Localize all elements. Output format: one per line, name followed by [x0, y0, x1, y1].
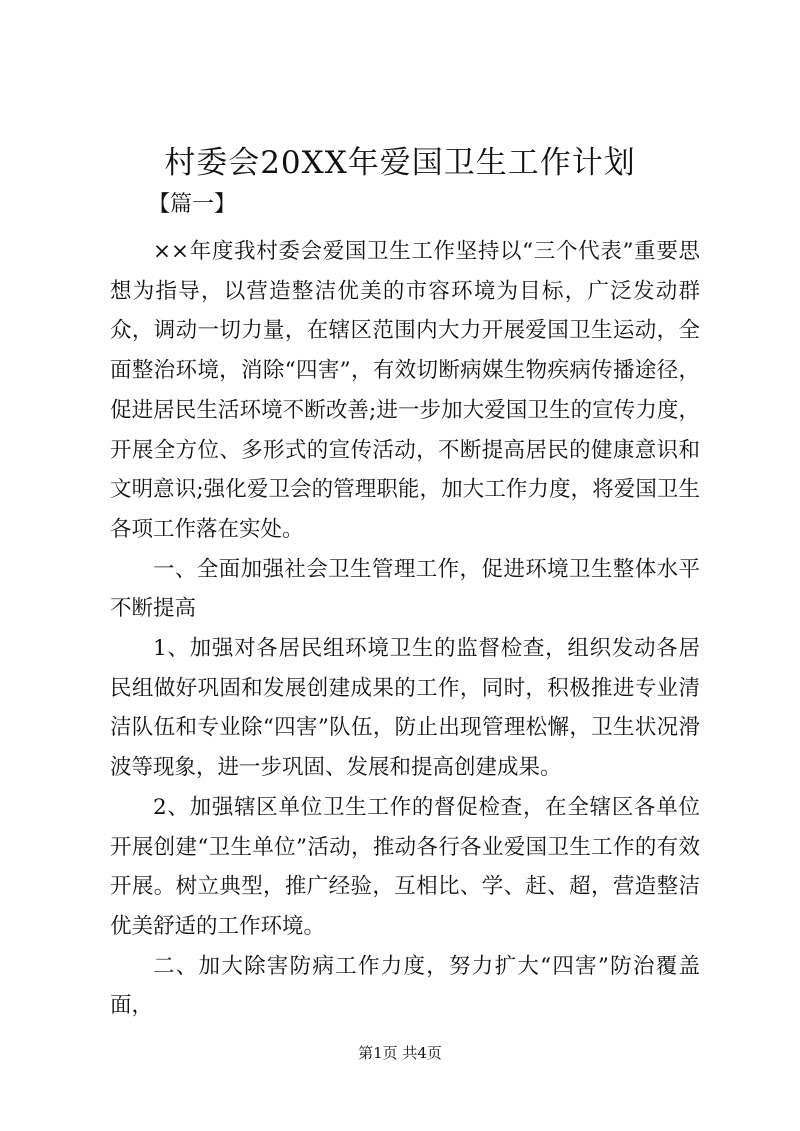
paragraph-item-2: 2、加强辖区单位卫生工作的督促检查，在全辖区各单位开展创建“卫生单位”活动，推动各行各业爱国卫生工作的有效开展。树立典型，推广经验，互相比、学、赶、超，营造整洁优美舒适的工作环境。	[110, 794, 700, 939]
paragraph-heading-2: 二、加大除害防病工作力度，努力扩大“四害”防治覆盖面，	[110, 953, 700, 1019]
paragraph-item-1: 1、加强对各居民组环境卫生的监督检查，组织发动各居民组做好巩固和发展创建成果的工作，同时，积极推进专业清洁队伍和专业除“四害”队伍，防止出现管理松懈，卫生状况滑波等现象，进一步巩固、发展和提高创建成果。	[110, 636, 700, 781]
document-title: 村委会20XX年爱国卫生工作计划	[164, 145, 636, 181]
page-footer: 第1页 共4页	[358, 1044, 442, 1062]
document-body	[110, 232, 700, 1026]
section-label: 【篇一】	[148, 192, 237, 217]
paragraph-heading-1: 一、全面加强社会卫生管理工作，促进环境卫生整体水平不断提高	[110, 556, 700, 622]
paragraph-intro: ××年度我村委会爱国卫生工作坚持以“三个代表”重要思想为指导，以营造整洁优美的市容环境为目标，广泛发动群众，调动一切力量，在辖区范围内大力开展爱国卫生运动，全面整治环境，消除“四害”，有效切断病媒生物疾病传播途径，促进居民生活环境不断改善;进一步加大爱国卫生的宣传力度，开展全方位、多形式的宣传活动，不断提高居民的健康意识和文明意识;强化爱卫会的管理职能，加大工作力度，将爱国卫生各项工作落在实处。	[110, 239, 700, 542]
